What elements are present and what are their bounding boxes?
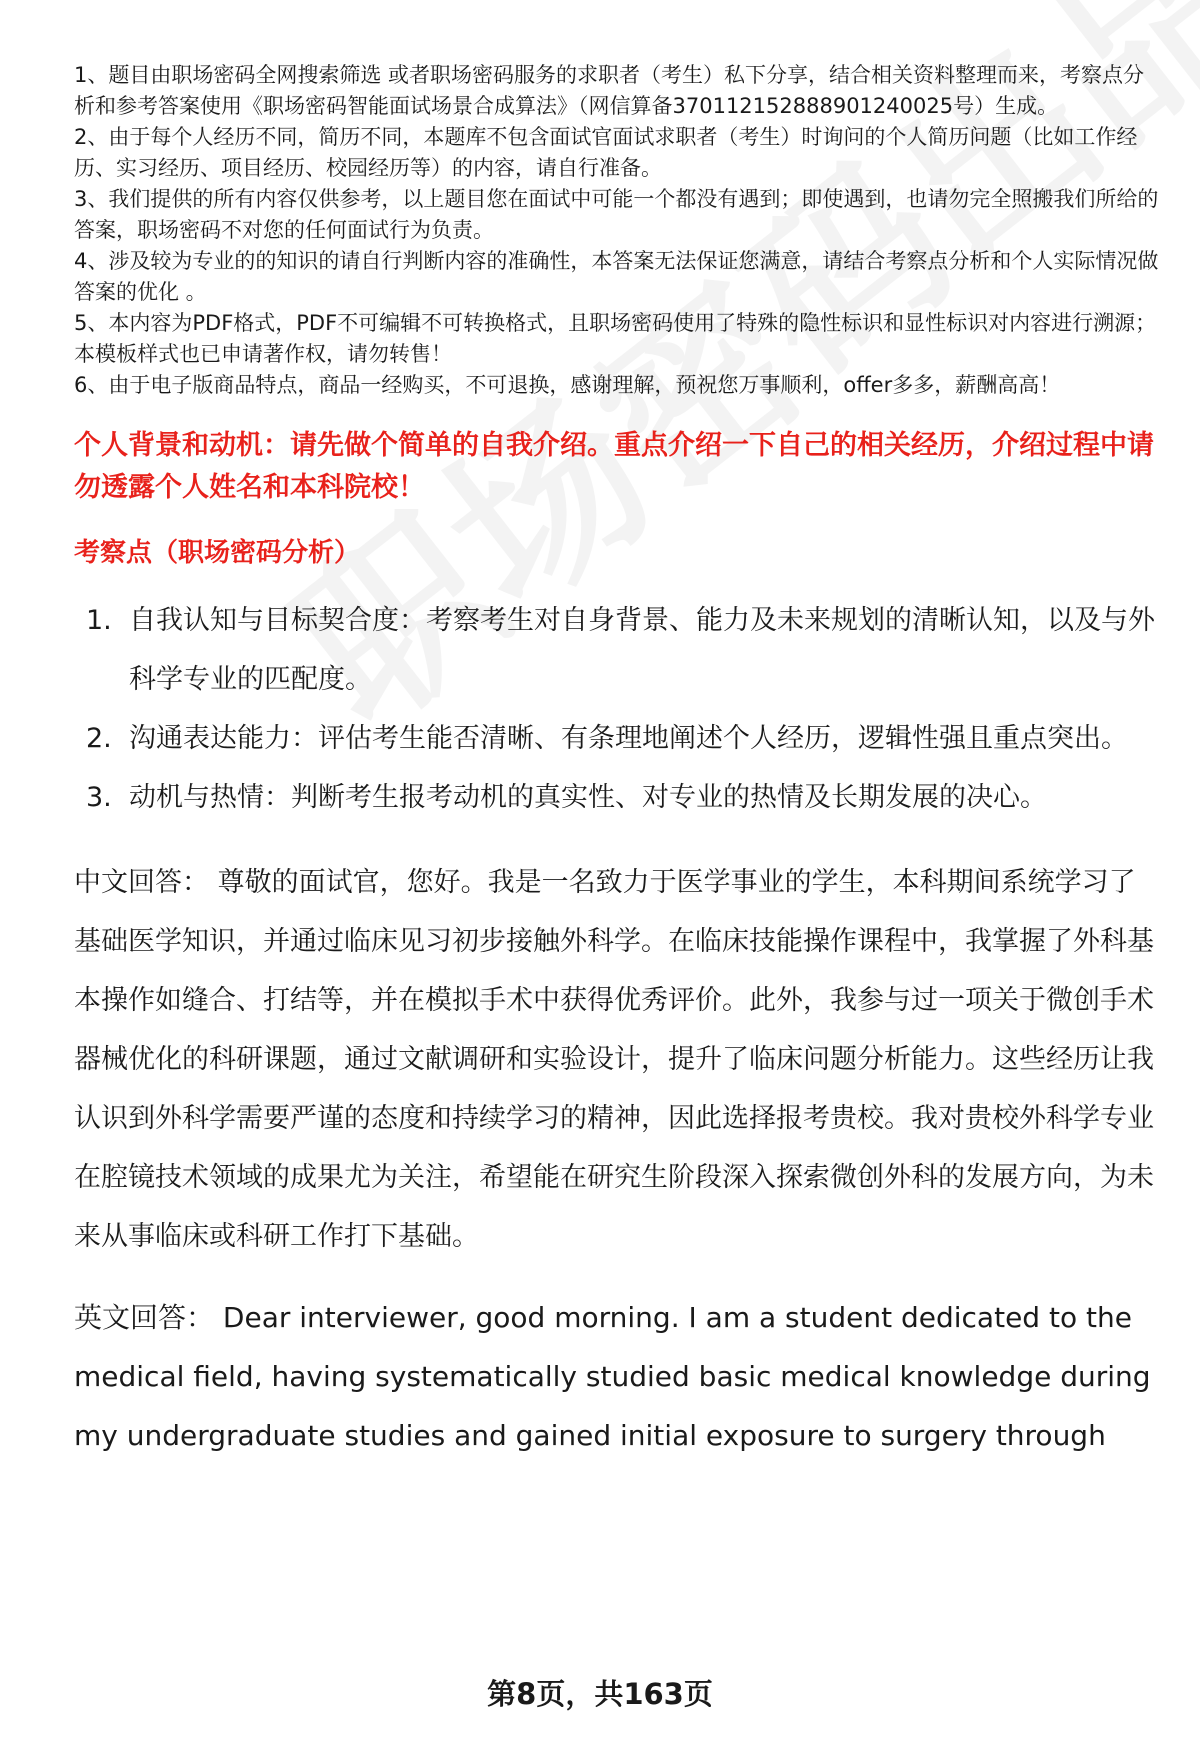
answer-chinese: 中文回答： 尊敬的面试官，您好。我是一名致力于医学事业的学生，本科期间系统学习了基础医学知识，并通过临床见习初步接触外科学。在临床技能操作课程中，我掌握了外科基本操作如缝合、打结等，并在模拟手术中获得优秀评价。此外，我参与过一项关于微创手术器械优化的科研课题，通过文献调研和实验设计，提升了临床问题分析能力。这些经历让我认识到外科学需要严谨的态度和持续学习的精神，因此选择报考贵校。我对贵校外科学专业在腔镜技术领域的成果尤为关注，希望能在研究生阶段深入探索微创外科的发展方向，为未来从事临床或科研工作打下基础。	[74, 867, 1154, 1252]
answer-english: 英文回答： Dear interviewer, good morning. I am a student dedicated to the medical field, having systematically studied basic medical knowledge during my undergraduate studies and gained initial exposure to surgery through	[74, 1301, 1151, 1452]
note-1: 1、题目由职场密码全网搜索筛选 或者职场密码服务的求职者（考生）私下分享，结合相关资料整理而来，考察点分析和参考答案使用《职场密码智能面试场景合成算法》（网信算备370112152888901240025号）生成。	[74, 63, 1145, 118]
point-text: 自我认知与目标契合度：考察考生对自身背景、能力及未来规划的清晰认知，以及与外科学专业的匹配度。	[129, 605, 1155, 695]
note-3: 3、我们提供的所有内容仅供参考，以上题目您在面试中可能一个都没有遇到；即使遇到，也请勿完全照搬我们所给的答案，职场密码不对您的任何面试行为负责。	[74, 187, 1159, 242]
question-heading: 个人背景和动机：请先做个简单的自我介绍。重点介绍一下自己的相关经历，介绍过程中请勿透露个人姓名和本科院校！	[74, 430, 1154, 503]
point-number: 1.	[86, 605, 112, 636]
analysis-point	[74, 768, 1160, 827]
point-text: 沟通表达能力：评估考生能否清晰、有条理地阐述个人经历，逻辑性强且重点突出。	[129, 723, 1128, 754]
disclaimer-notes	[74, 60, 1160, 401]
note-5: 5、本内容为PDF格式，PDF不可编辑不可转换格式，且职场密码使用了特殊的隐性标识和显性标识对内容进行溯源；本模板样式也已申请著作权，请勿转售！	[74, 311, 1157, 366]
analysis-point	[74, 591, 1160, 709]
document-page	[74, 60, 1160, 1465]
point-text: 动机与热情：判断考生报考动机的真实性、对专业的热情及长期发展的决心。	[129, 782, 1047, 813]
analysis-heading: 考察点（职场密码分析）	[74, 538, 361, 568]
note-4: 4、涉及较为专业的的知识的请自行判断内容的准确性，本答案无法保证您满意，请结合考察点分析和个人实际情况做答案的优化 。	[74, 249, 1159, 304]
note-6: 6、由于电子版商品特点，商品一经购买，不可退换，感谢理解，预祝您万事顺利，offer多多，薪酬高高！	[74, 373, 1061, 397]
point-number: 2.	[86, 723, 112, 754]
analysis-points	[74, 591, 1160, 827]
point-number: 3.	[86, 782, 112, 813]
note-2: 2、由于每个人经历不同，简历不同，本题库不包含面试官面试求职者（考生）时询问的个人简历问题（比如工作经历、实习经历、项目经历、校园经历等）的内容，请自行准备。	[74, 125, 1138, 180]
analysis-point	[74, 709, 1160, 768]
page-number: 第8页，共163页	[487, 1677, 713, 1711]
